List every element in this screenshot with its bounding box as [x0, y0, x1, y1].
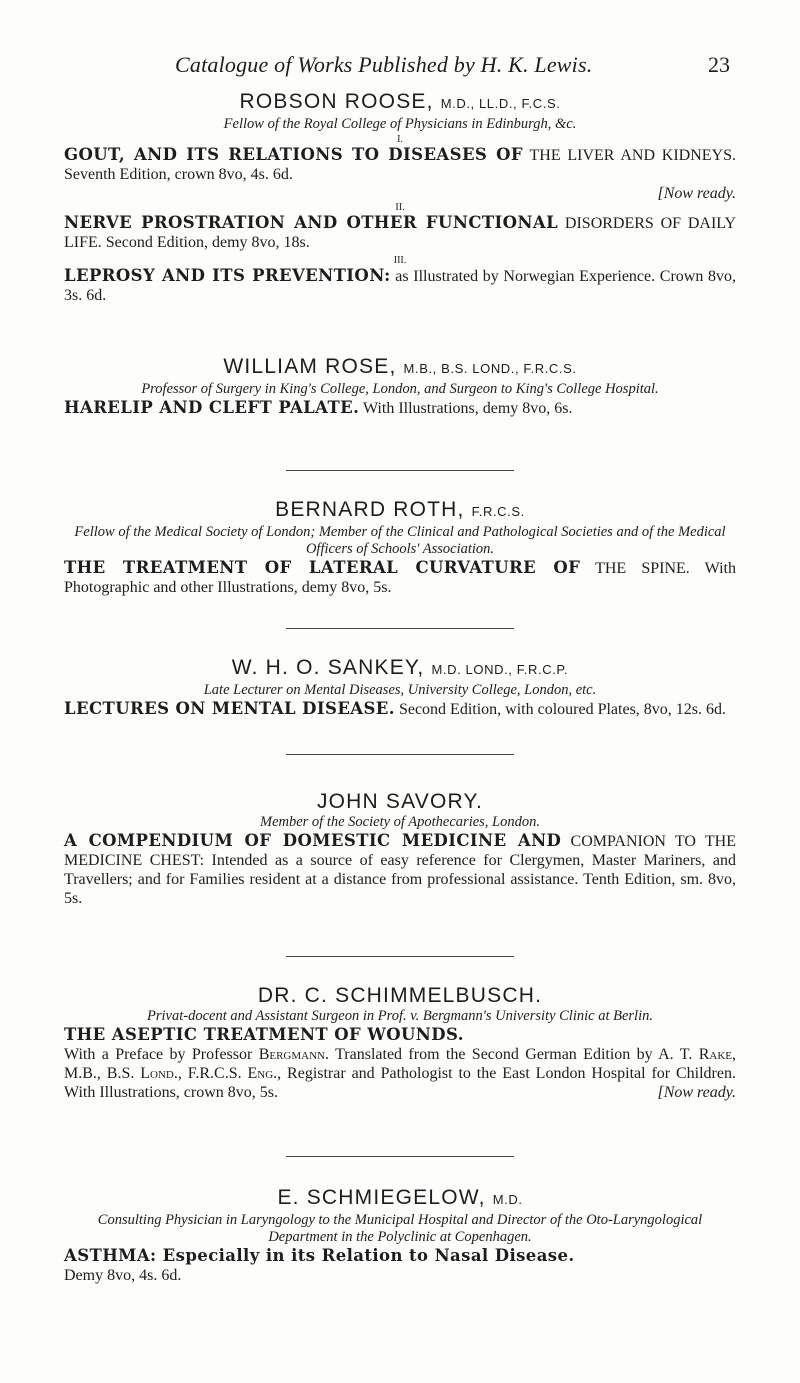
author-affiliation: Privat-docent and Assistant Surgeon in Prof. v. Bergmann's University Clinic at Berlin. [147, 1008, 653, 1024]
person-name: Rake, M.B., B.S. Lond., F.R.C.S. Eng. [64, 1046, 737, 1082]
section-divider [286, 754, 514, 755]
author-name: DR. C. SCHIMMELBUSCH. [257, 984, 543, 1007]
author-affiliation: Late Lecturer on Mental Diseases, University College, London, etc. [203, 682, 597, 698]
work-details: With a Preface by Professor [64, 1046, 253, 1063]
work-details: Second Edition, with coloured Plates, 8vo, 12s. 6d. [398, 701, 727, 718]
work-details: . Translated from the Second German Edition by A. T. [325, 1046, 693, 1063]
work-details: DISORDERS OF DAILY LIFE. Second Edition, demy 8vo, 18s. [64, 215, 736, 251]
page-number: 23 [708, 52, 730, 77]
work-title: LECTURES ON MENTAL DISEASE. [64, 699, 395, 718]
section-divider [286, 628, 514, 629]
work-details: With Illustrations, demy 8vo, 6s. [362, 400, 573, 417]
entry-john-savory [64, 790, 736, 908]
work-details: Demy 8vo, 4s. 6d. [64, 1267, 182, 1284]
author-affiliation: Fellow of the Medical Society of London; Member of the Clinical and Pathological Societies and of the Medical Officers of Schools' Association. [74, 524, 726, 557]
author-name: JOHN SAVORY. [316, 790, 484, 813]
author-name: ROBSON ROOSE, M.D., LL.D., F.C.S. [239, 90, 561, 113]
work-listing [64, 266, 736, 305]
person-name: Bergmann [258, 1046, 325, 1063]
entry-schmiegelow [64, 1186, 736, 1285]
entry-robson-roose [64, 90, 736, 305]
work-details: THE LIVER AND KIDNEYS. Seventh Edition, crown 8vo, 4s. 6d. [64, 147, 737, 183]
work-title: LEPROSY AND ITS PREVENTION: [64, 266, 391, 285]
work-title: NERVE PROSTRATION AND OTHER FUNCTIONAL [64, 213, 559, 232]
work-listing [64, 831, 736, 908]
work-title: THE TREATMENT OF LATERAL CURVATURE OF [64, 558, 581, 577]
work-details: as Illustrated by Norwegian Experience. Crown 8vo, 3s. 6d. [64, 268, 737, 304]
work-title: THE ASEPTIC TREATMENT OF WOUNDS. [64, 1025, 464, 1044]
running-title: Catalogue of Works Published by H. K. Lewis. [175, 52, 593, 77]
work-title: ASTHMA: Especially in its Relation to Nasal Disease. [64, 1246, 575, 1265]
work-details: COMPANION TO THE MEDICINE CHEST: Intended as a source of easy reference for Clergymen, Master Mariners, and Travellers; and for Families resident at a distance from professional assistance. Tenth Edition, sm. 8vo, 5s. [64, 833, 736, 907]
entry-sankey [64, 656, 736, 719]
section-divider [286, 956, 514, 957]
author-affiliation: Fellow of the Royal College of Physicians in Edinburgh, &c. [223, 116, 577, 132]
work-title: A COMPENDIUM OF DOMESTIC MEDICINE AND [64, 831, 562, 850]
section-divider [286, 470, 514, 471]
work-numeral: III. [393, 255, 407, 266]
section-divider [286, 1156, 514, 1157]
work-listing [64, 699, 736, 719]
entry-schimmelbusch [64, 984, 736, 1102]
work-details: THE SPINE. With Photographic and other Illustrations, demy 8vo, 5s. [64, 560, 736, 596]
running-head [0, 50, 800, 86]
entry-william-rose [64, 355, 736, 418]
availability-note: [Now ready. [657, 185, 736, 202]
work-listing [64, 398, 736, 418]
author-name: E. SCHMIEGELOW, M.D. [277, 1186, 523, 1209]
author-name: WILLIAM ROSE, M.B., B.S. LOND., F.R.C.S. [223, 355, 577, 378]
author-name: W. H. O. SANKEY, M.D. LOND., F.R.C.P. [231, 656, 569, 679]
work-details: , Registrar and Pathologist to the East London Hospital for Children. With Illustrations, crown 8vo, 5s. [64, 1065, 736, 1101]
work-title: GOUT, AND ITS RELATIONS TO DISEASES OF [64, 145, 524, 164]
work-numeral: II. [395, 202, 405, 213]
author-name: BERNARD ROTH, F.R.C.S. [275, 498, 525, 521]
work-listing [64, 145, 736, 184]
entry-bernard-roth [64, 498, 736, 597]
work-listing [64, 213, 736, 252]
author-affiliation: Professor of Surgery in King's College, London, and Surgeon to King's College Hospital. [141, 381, 659, 397]
availability-note: [Now ready. [657, 1084, 736, 1101]
work-numeral: I. [397, 134, 403, 145]
work-title: HARELIP AND CLEFT PALATE. [64, 398, 360, 417]
author-affiliation: Member of the Society of Apothecaries, London. [259, 814, 540, 830]
work-listing [64, 1246, 736, 1285]
work-listing [64, 558, 736, 597]
author-affiliation: Consulting Physician in Laryngology to the Municipal Hospital and Director of the Oto-Laryngological Department in the Polyclinic at Copenhagen. [97, 1212, 703, 1245]
